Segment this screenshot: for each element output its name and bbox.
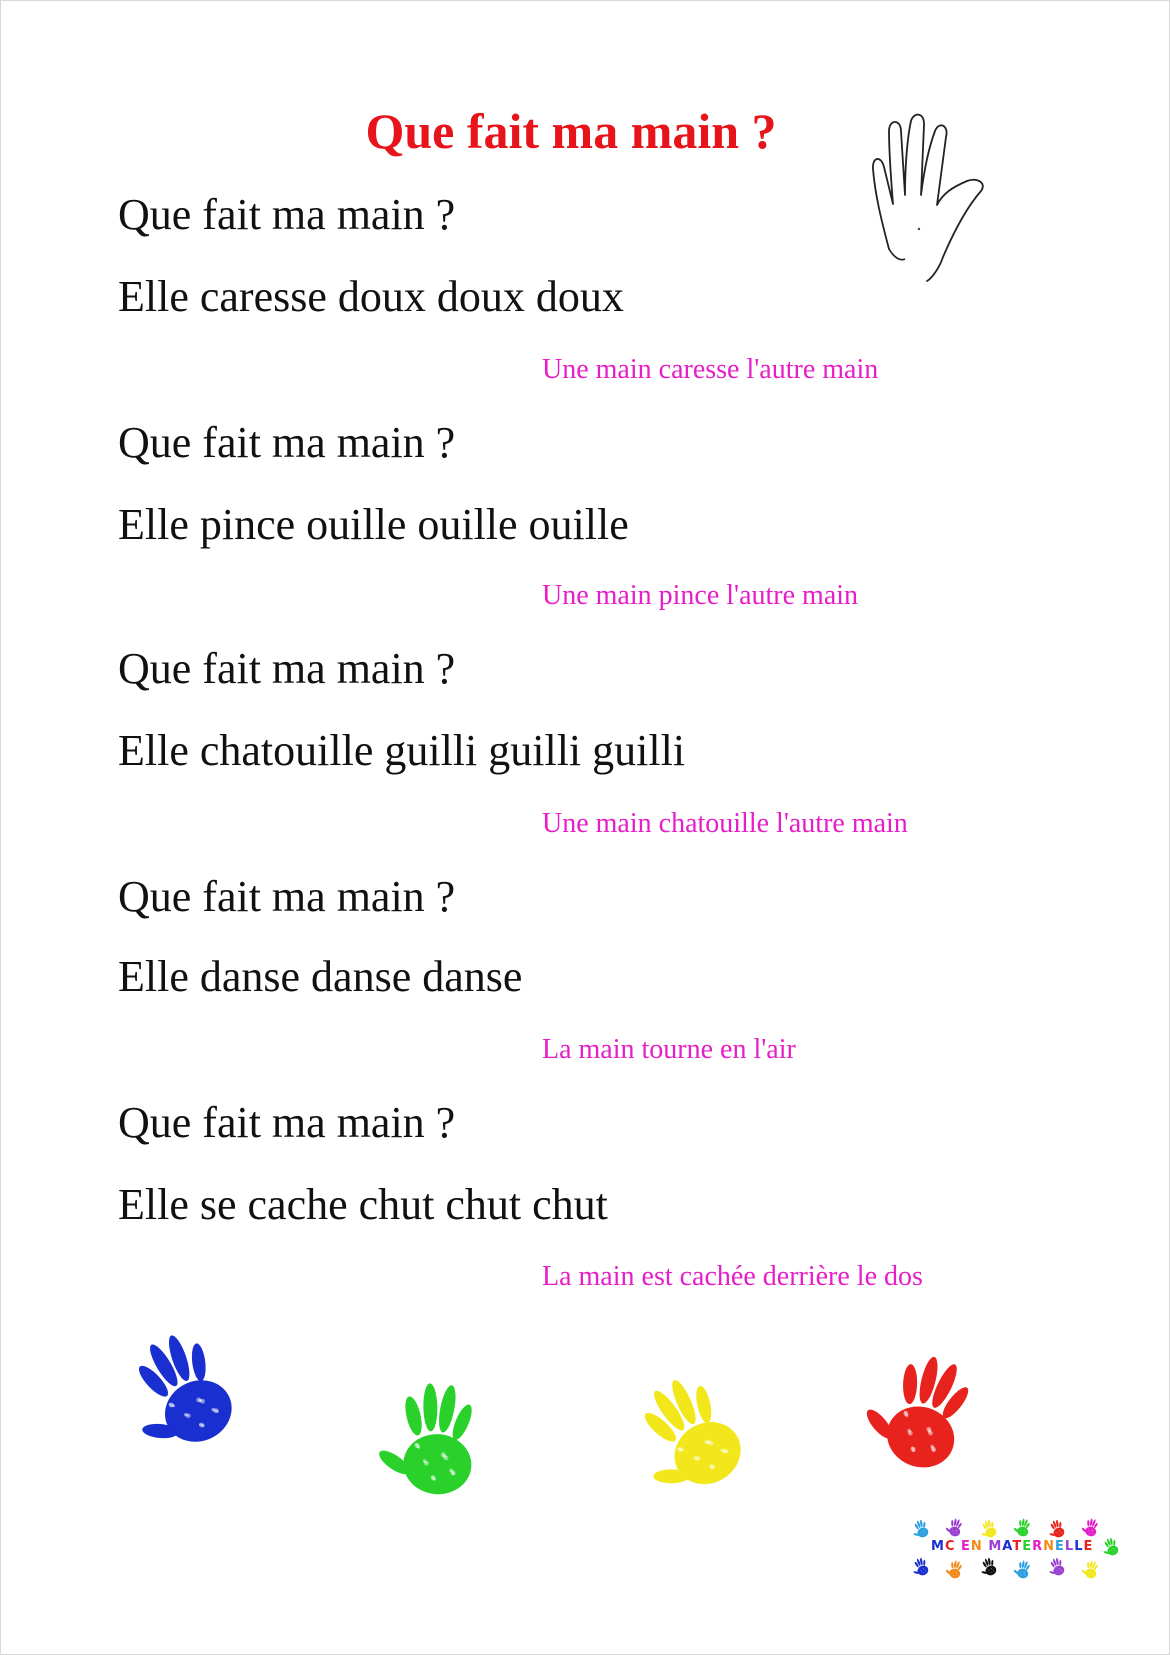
verse-3-question: Que fait ma main ? — [118, 644, 456, 693]
poem-title: Que fait ma main ? — [365, 103, 777, 159]
logo-text: MC EN MATERNELLE — [931, 1539, 1094, 1554]
verse-4-answer: Elle danse danse danse — [118, 952, 523, 1001]
red-handprint-icon — [859, 1349, 989, 1489]
hand-outline-icon — [871, 109, 1011, 284]
verse-5-question: Que fait ma main ? — [118, 1098, 456, 1147]
verse-5-answer: Elle se cache chut chut chut — [118, 1180, 608, 1229]
verse-2-answer: Elle pince ouille ouille ouille — [118, 500, 629, 549]
yellow-handprint-icon — [631, 1369, 761, 1509]
verse-3-gesture: Une main chatouille l'autre main — [542, 808, 908, 839]
verse-2-question: Que fait ma main ? — [118, 418, 456, 467]
blue-handprint-icon — [123, 1326, 253, 1466]
verse-1-question: Que fait ma main ? — [118, 190, 456, 239]
verse-4-question: Que fait ma main ? — [118, 872, 456, 921]
green-handprint-icon — [371, 1376, 501, 1516]
site-logo — [905, 1517, 1125, 1583]
verse-5-gesture: La main est cachée derrière le dos — [542, 1261, 923, 1292]
verse-1-gesture: Une main caresse l'autre main — [542, 354, 879, 385]
verse-2-gesture: Une main pince l'autre main — [542, 580, 859, 611]
verse-3-answer: Elle chatouille guilli guilli guilli — [118, 726, 686, 775]
verse-1-answer: Elle caresse doux doux doux — [118, 272, 624, 321]
verse-4-gesture: La main tourne en l'air — [542, 1034, 796, 1065]
